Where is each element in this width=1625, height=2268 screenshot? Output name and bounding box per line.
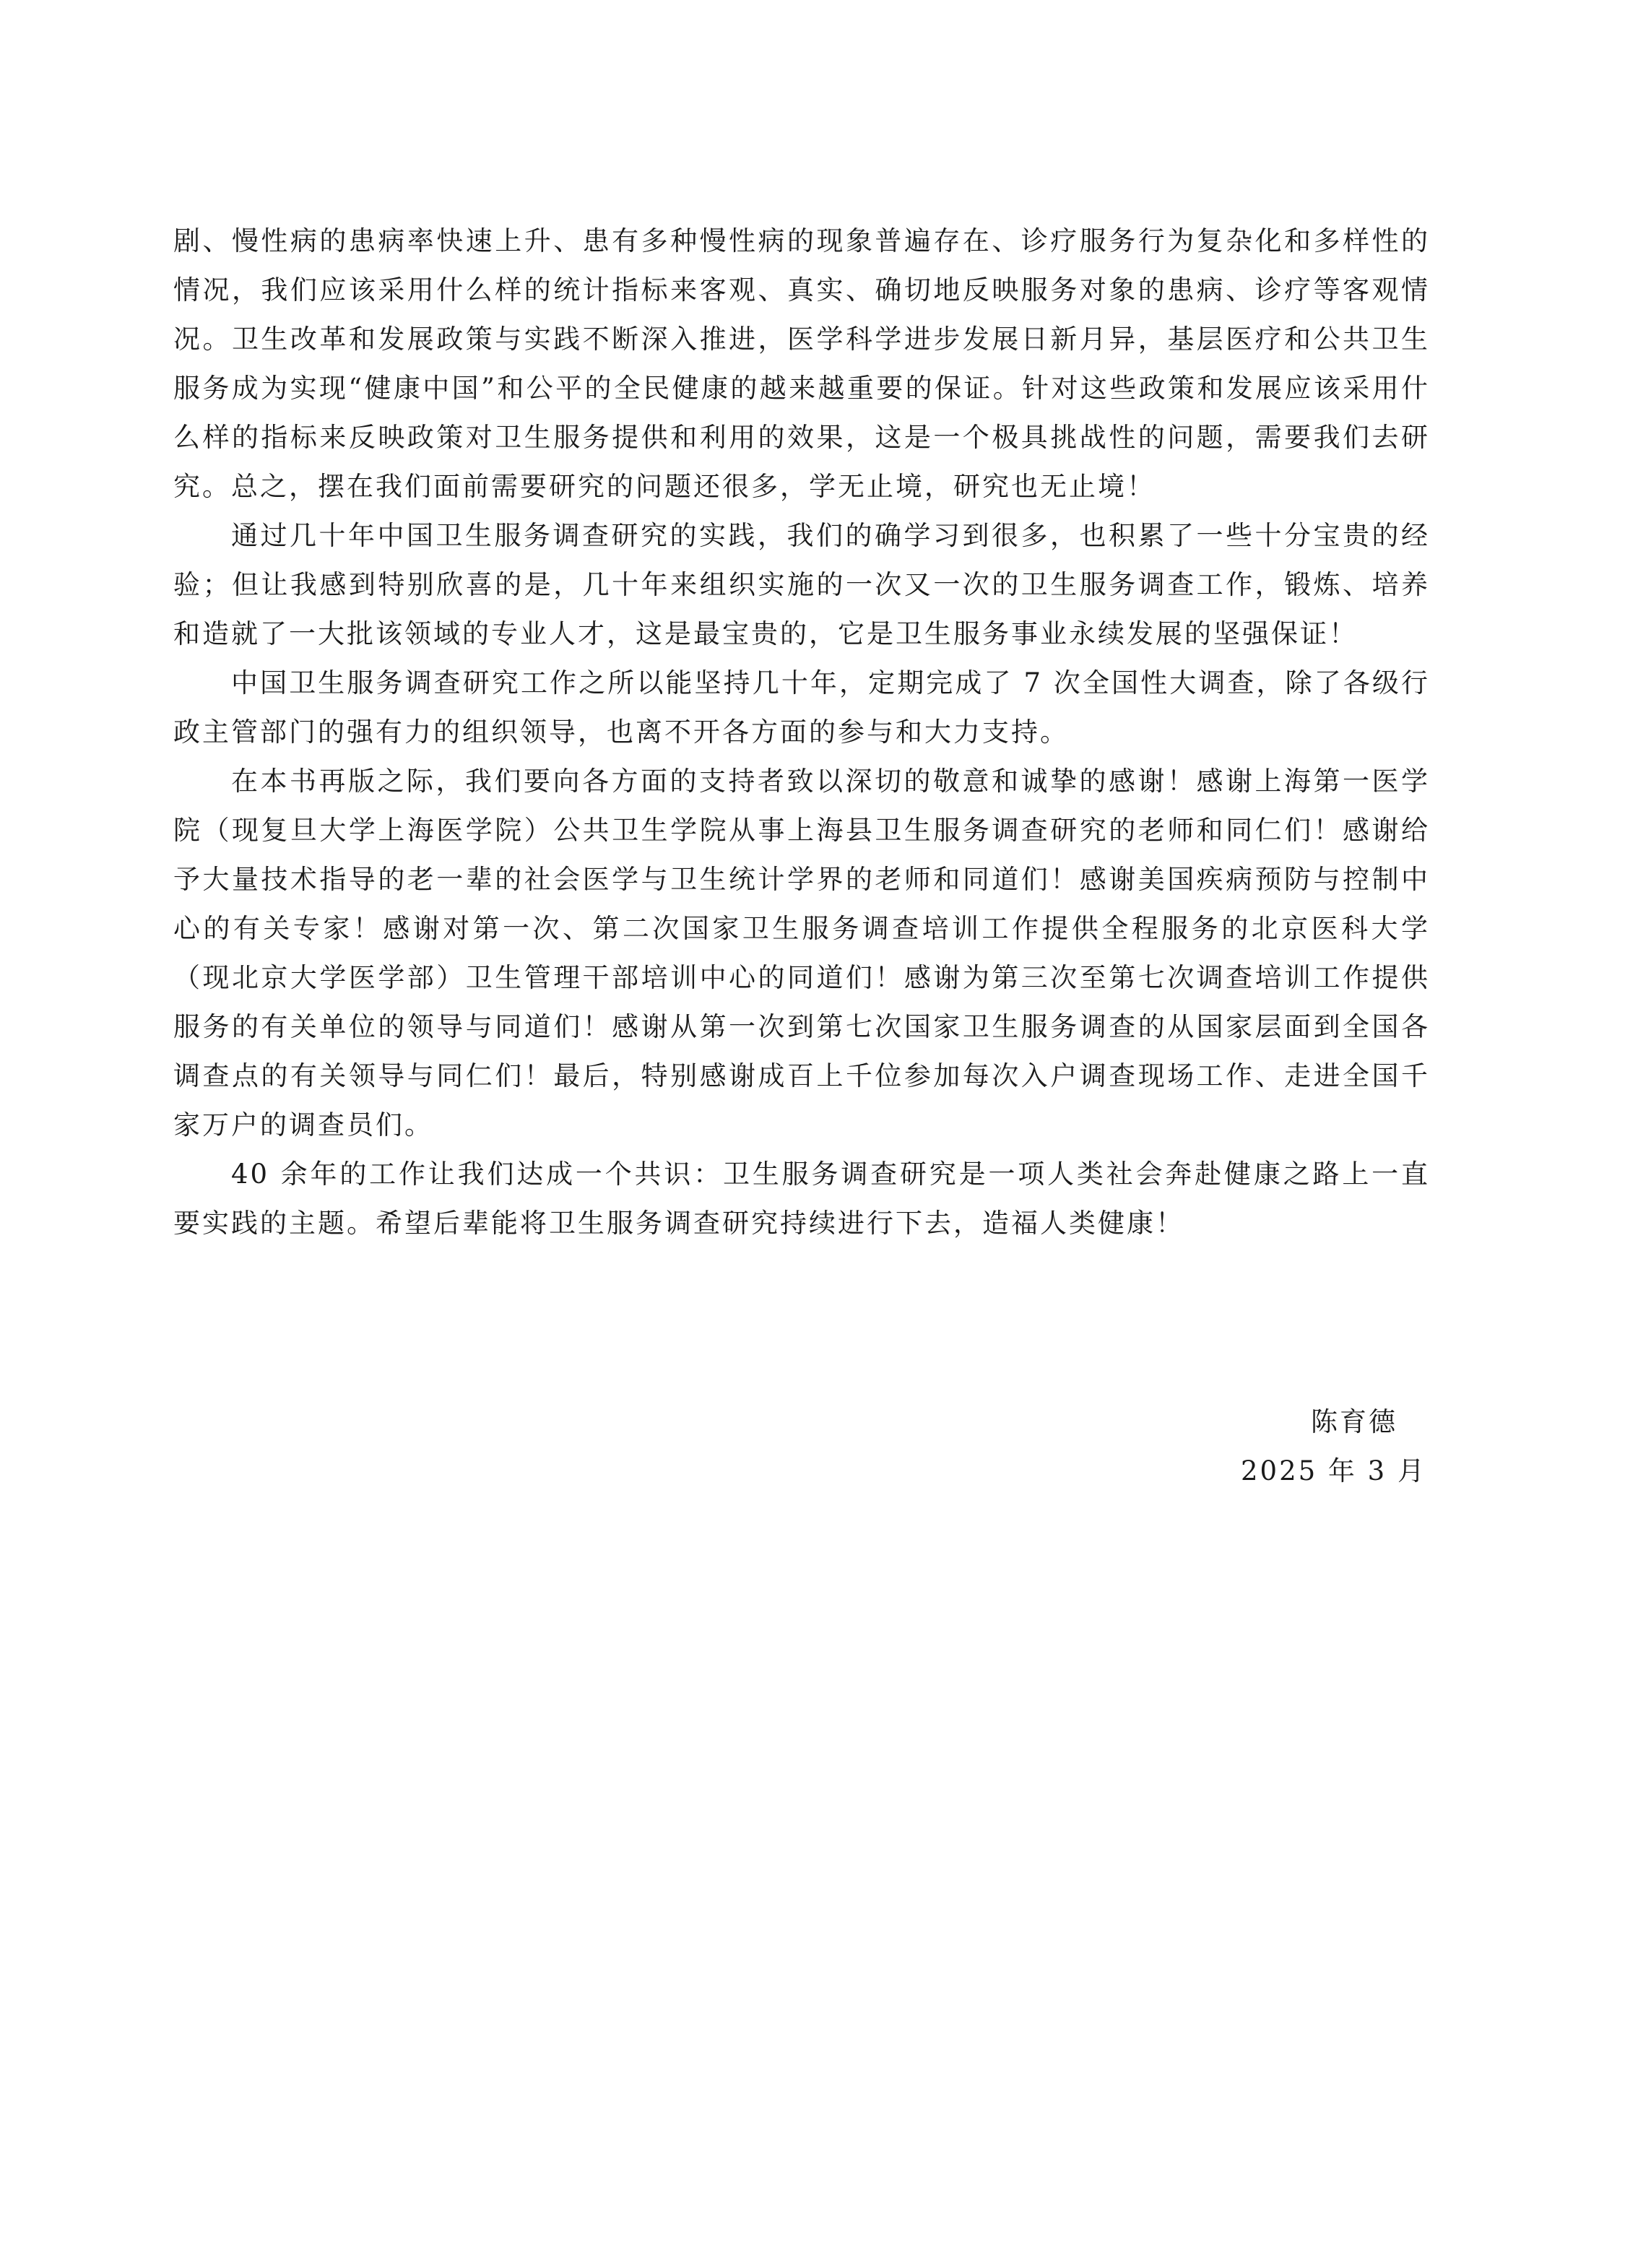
- author-name: 陈育德: [1311, 1406, 1398, 1437]
- signature-block: [1241, 1398, 1426, 1496]
- paragraph-3: 中国卫生服务调查研究工作之所以能坚持几十年，定期完成了 7 次全国性大调查，除了各级行政主管部门的强有力的组织领导，也离不开各方面的参与和大力支持。: [173, 667, 1430, 748]
- paragraph-2: 通过几十年中国卫生服务调查研究的实践，我们的确学习到很多，也积累了一些十分宝贵的经验；但让我感到特别欣喜的是，几十年来组织实施的一次又一次的卫生服务调查工作，锻炼、培养和造就了一大批该领域的专业人才，这是最宝贵的，它是卫生服务事业永续发展的坚强保证！: [173, 520, 1430, 649]
- paragraph-5: 40 余年的工作让我们达成一个共识：卫生服务调查研究是一项人类社会奔赴健康之路上一直要实践的主题。希望后辈能将卫生服务调查研究持续进行下去，造福人类健康！: [173, 1159, 1430, 1239]
- signature-date: 2025 年 3 月: [1241, 1455, 1426, 1486]
- preface-body: [173, 217, 1430, 1248]
- paragraph-1: 剧、慢性病的患病率快速上升、患有多种慢性病的现象普遍存在、诊疗服务行为复杂化和多样性的情况，我们应该采用什么样的统计指标来客观、真实、确切地反映服务对象的患病、诊疗等客观情况。卫生改革和发展政策与实践不断深入推进，医学科学进步发展日新月异，基层医疗和公共卫生服务成为实现“健康中国”和公平的全民健康的越来越重要的保证。针对这些政策和发展应该采用什么样的指标来反映政策对卫生服务提供和利用的效果，这是一个极具挑战性的问题，需要我们去研究。总之，摆在我们面前需要研究的问题还很多，学无止境，研究也无止境！: [173, 225, 1430, 502]
- paragraph-4: 在本书再版之际，我们要向各方面的支持者致以深切的敬意和诚挚的感谢！感谢上海第一医学院（现复旦大学上海医学院）公共卫生学院从事上海县卫生服务调查研究的老师和同仁们！感谢给予大量技术指导的老一辈的社会医学与卫生统计学界的老师和同道们！感谢美国疾病预防与控制中心的有关专家！感谢对第一次、第二次国家卫生服务调查培训工作提供全程服务的北京医科大学（现北京大学医学部）卫生管理干部培训中心的同道们！感谢为第三次至第七次调查培训工作提供服务的有关单位的领导与同道们！感谢从第一次到第七次国家卫生服务调查的从国家层面到全国各调查点的有关领导与同仁们！最后，特别感谢成百上千位参加每次入户调查现场工作、走进全国千家万户的调查员们。: [173, 766, 1430, 1141]
